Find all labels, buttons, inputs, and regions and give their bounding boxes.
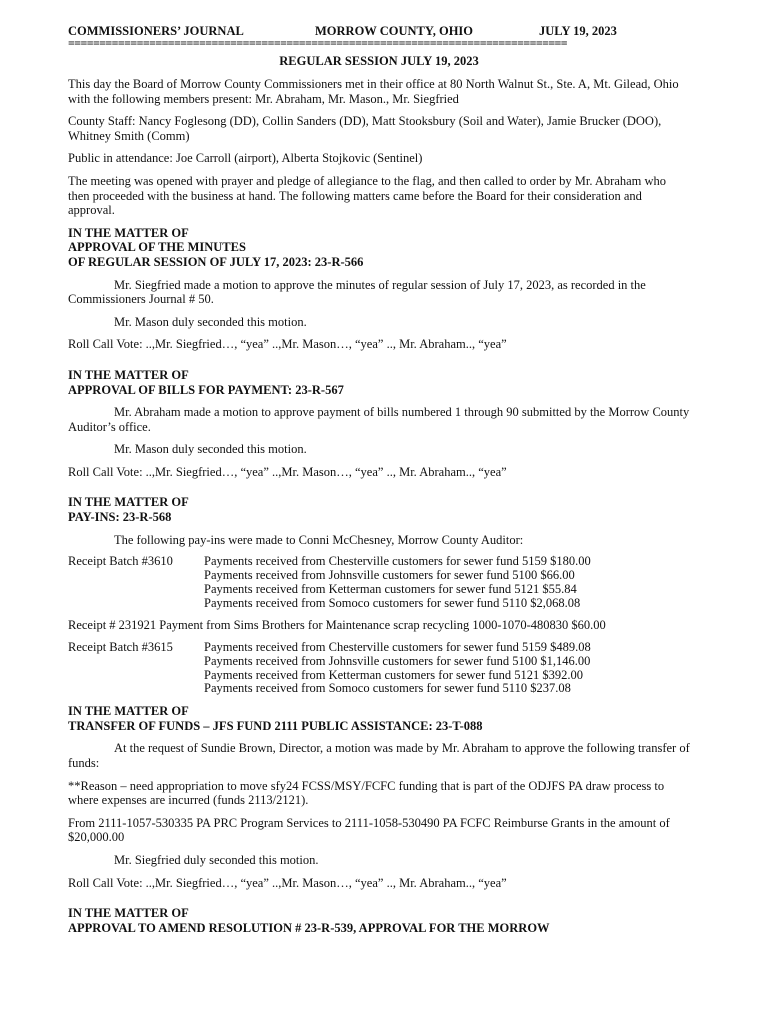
matter-subject: APPROVAL OF BILLS FOR PAYMENT: 23-R-567 <box>68 382 344 397</box>
pay-ins-intro: The following pay-ins were made to Conni McChesney, Morrow County Auditor: <box>114 532 524 547</box>
receipt-line: Payments received from Somoco customers for sewer fund 5110 $237.08 <box>204 681 571 696</box>
motion-text: Mr. Siegfried made a motion to approve the minutes of regular session of July 17, 2023, as recorded in the Commissioners Journal # 50. <box>68 277 646 307</box>
intro-public: Public in attendance: Joe Carroll (airport), Alberta Stojkovic (Sentinel) <box>68 151 423 166</box>
receipt-label: Receipt Batch #3615 <box>68 640 173 655</box>
matter-pay-ins <box>68 495 690 696</box>
receipt-line: Payments received from Ketterman customers for sewer fund 5121 $392.00 <box>204 667 584 682</box>
matter-bills <box>68 368 690 480</box>
matter-subject: APPROVAL TO AMEND RESOLUTION # 23-R-539, APPROVAL FOR THE MORROW <box>68 920 550 935</box>
receipt-batch-3610 <box>68 555 690 610</box>
matter-minutes <box>68 226 690 352</box>
receipt-batch-3615 <box>68 641 690 696</box>
matter-heading: IN THE MATTER OF <box>68 704 189 719</box>
journal-header <box>68 24 690 38</box>
receipt-line: Payments received from Johnsville customers for sewer fund 5100 $1,146.00 <box>204 653 591 668</box>
receipt-lines <box>204 641 591 696</box>
matter-heading: IN THE MATTER OF <box>68 225 189 240</box>
motion-text: Mr. Abraham made a motion to approve payment of bills numbered 1 through 90 submitted by the Morrow County Auditor’s office. <box>68 405 690 434</box>
journal-name: COMMISSIONERS’ JOURNAL <box>68 24 244 38</box>
matter-subject: TRANSFER OF FUNDS – JFS FUND 2111 PUBLIC ASSISTANCE: 23-T-088 <box>68 718 483 733</box>
matter-heading: IN THE MATTER OF <box>68 367 189 382</box>
second-text: Mr. Mason duly seconded this motion. <box>114 314 307 329</box>
roll-call-vote: Roll Call Vote: ..,Mr. Siegfried…, “yea” ..,Mr. Mason…, “yea” .., Mr. Abraham.., “yea” <box>68 464 507 479</box>
receipt-line: Payments received from Johnsville customers for sewer fund 5100 $66.00 <box>204 568 575 583</box>
session-title: REGULAR SESSION JULY 19, 2023 <box>279 54 479 68</box>
second-text: Mr. Mason duly seconded this motion. <box>114 442 307 457</box>
receipt-line: Payments received from Chesterville customers for sewer fund 5159 $489.08 <box>204 640 591 655</box>
receipt-label: Receipt Batch #3610 <box>68 554 173 569</box>
receipt-lines <box>204 555 591 610</box>
transfer-text: From 2111-1057-530335 PA PRC Program Services to 2111-1058-530490 PA FCFC Reimburse Grants in the amount of $20,000.00 <box>68 815 670 845</box>
matter-subject: PAY-INS: 23-R-568 <box>68 510 172 525</box>
intro-members: This day the Board of Morrow County Commissioners met in their office at 80 North Walnut St., Ste. A, Mt. Gilead, Ohio with the following members present: Mr. Abraham, Mr. Mason., Mr. Siegfried <box>68 77 679 106</box>
intro-staff: County Staff: Nancy Foglesong (DD), Collin Sanders (DD), Matt Stooksbury (Soil and Water), Jamie Brucker (DOO), Whitney Smith (Comm) <box>68 114 662 143</box>
matter-resolution: OF REGULAR SESSION OF JULY 17, 2023: 23-R-566 <box>68 254 364 269</box>
receipt-line: Payments received from Chesterville customers for sewer fund 5159 $180.00 <box>204 554 591 569</box>
request-text: At the request of Sundie Brown, Director, a motion was made by Mr. Abraham to approve the following transfer of funds: <box>68 741 690 770</box>
matter-heading: IN THE MATTER OF <box>68 495 189 510</box>
county-name: MORROW COUNTY, OHIO <box>315 24 474 38</box>
receipt-line: Payments received from Ketterman customers for sewer fund 5121 $55.84 <box>204 581 577 596</box>
journal-date: JULY 19, 2023 <box>539 24 617 38</box>
second-text: Mr. Siegfried duly seconded this motion. <box>114 852 319 867</box>
receipt-231921: Receipt # 231921 Payment from Sims Brothers for Maintenance scrap recycling 1000-1070-480830 $60.00 <box>68 618 606 633</box>
matter-subject: APPROVAL OF THE MINUTES <box>68 240 246 255</box>
matter-transfer-funds <box>68 704 690 890</box>
roll-call-vote: Roll Call Vote: ..,Mr. Siegfried…, “yea” ..,Mr. Mason…, “yea” .., Mr. Abraham.., “yea” <box>68 337 507 352</box>
receipt-line: Payments received from Somoco customers for sewer fund 5110 $2,068.08 <box>204 595 581 610</box>
reason-text: **Reason – need appropriation to move sfy24 FCSS/MSY/FCFC funding that is part of the ODJFS PA draw process to where expenses are incurred (funds 2113/2121). <box>68 778 665 808</box>
intro-opening: The meeting was opened with prayer and pledge of allegiance to the flag, and then called to order by Mr. Abraham who then proceeded with the business at hand. The following matters came before the Board for their consideration and approval. <box>68 173 667 218</box>
header-rule: ================================================================================ <box>68 38 568 48</box>
roll-call-vote: Roll Call Vote: ..,Mr. Siegfried…, “yea” ..,Mr. Mason…, “yea” .., Mr. Abraham.., “yea” <box>68 875 507 890</box>
matter-amend-resolution <box>68 906 690 935</box>
matter-heading: IN THE MATTER OF <box>68 906 189 921</box>
